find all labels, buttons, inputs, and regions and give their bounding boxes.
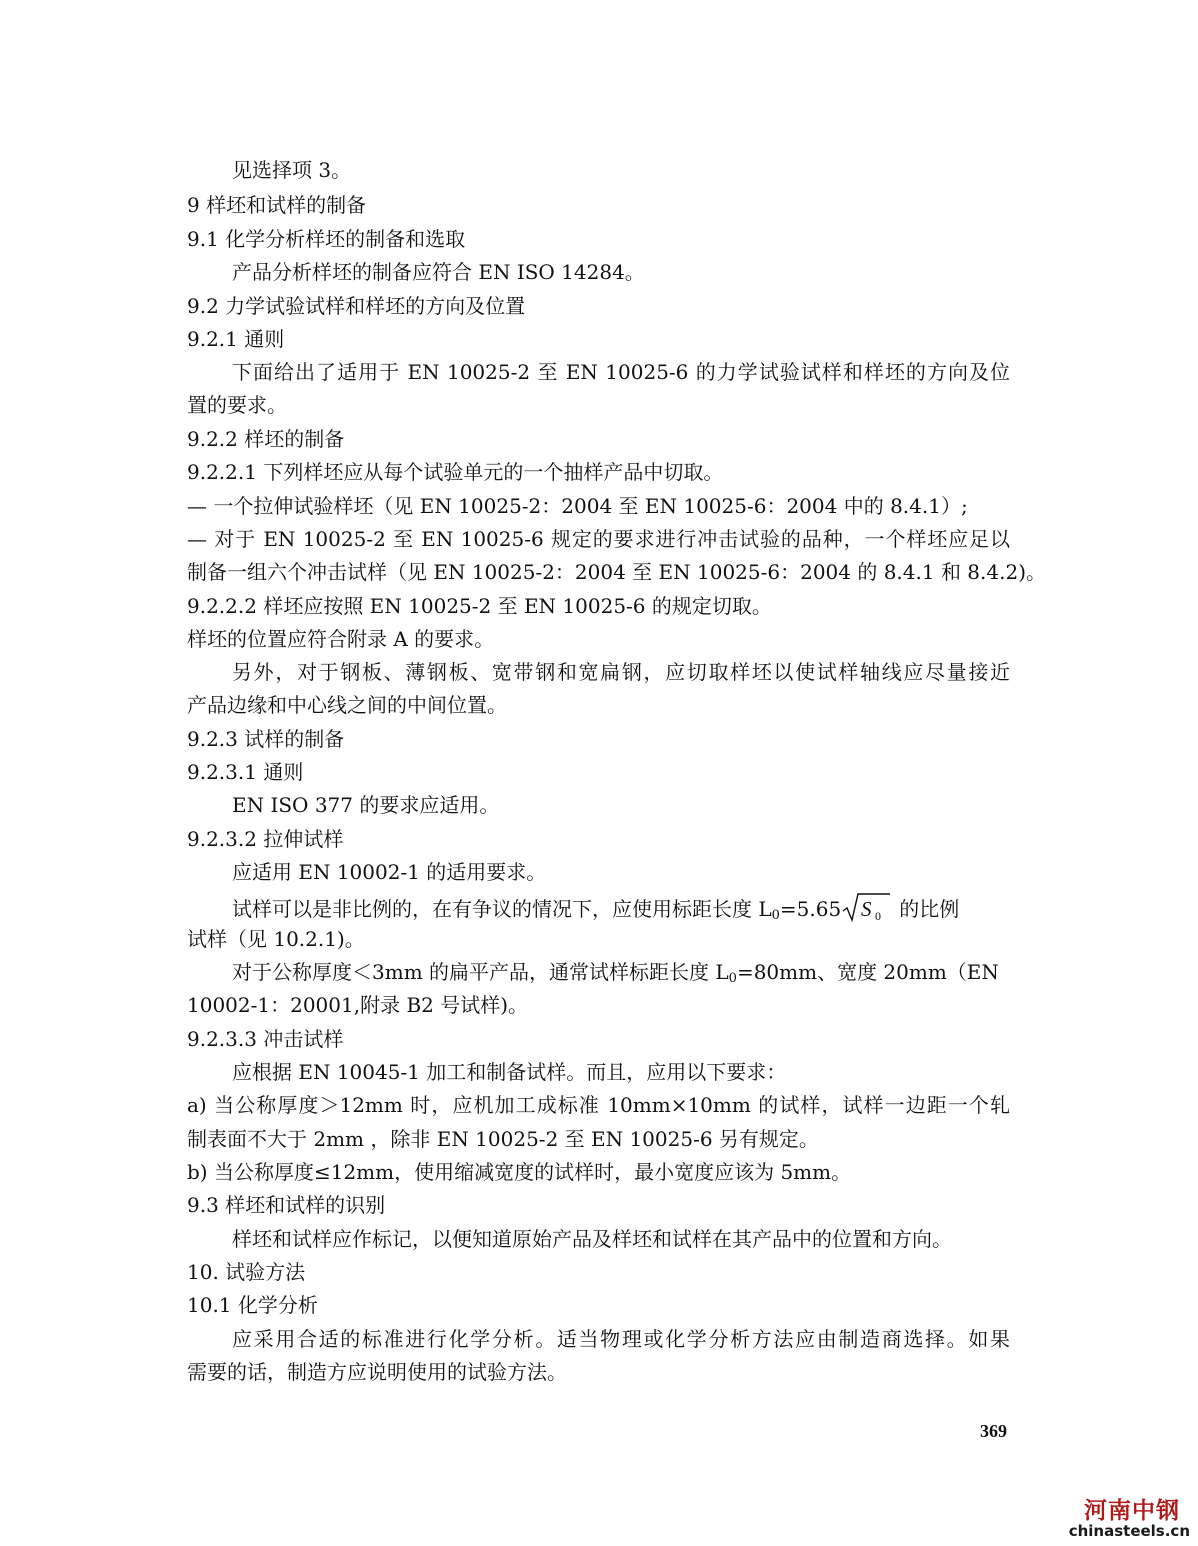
formula-paragraph-line — [232, 892, 960, 923]
section-heading: 9.2.3.2 拉伸试样 — [187, 827, 344, 851]
section-heading: 9.2.2 样坯的制备 — [187, 427, 345, 451]
section-heading: 9.2.2.2 样坯应按照 EN 10025-2 至 EN 10025-6 的规定切取。 — [187, 594, 772, 618]
paragraph-line: 置的要求。 — [187, 393, 287, 417]
section-heading: 9.2 力学试验试样和样坯的方向及位置 — [187, 294, 526, 318]
line-text: =80mm、宽度 20mm（EN — [736, 960, 999, 984]
paragraph-line: 试样（见 10.2.1)。 — [187, 927, 365, 951]
paragraph-line: 另外，对于钢板、薄钢板、宽带钢和宽扁钢，应切取样坯以使试样轴线应尽量接近 — [232, 660, 1010, 684]
paragraph-line: 应根据 EN 10045-1 加工和制备试样。而且，应用以下要求： — [232, 1060, 787, 1084]
square-root-icon — [841, 892, 891, 928]
list-item: — 一个拉伸试验样坯（见 EN 10025-2：2004 至 EN 10025-6：2004 中的 8.4.1）; — [187, 494, 968, 518]
section-heading: 9.2.3.3 冲击试样 — [187, 1027, 344, 1051]
line-part — [232, 959, 999, 985]
paragraph-line: 产品分析样坯的制备应符合 EN ISO 14284。 — [232, 260, 645, 284]
paragraph-line: 应采用合适的标准进行化学分析。适当物理或化学分析方法应由制造商选择。如果 — [232, 1327, 1010, 1351]
paragraph-line: 下面给出了适用于 EN 10025-2 至 EN 10025-6 的力学试验试样和样坯的方向及位 — [232, 360, 1010, 384]
page-number: 369 — [980, 1421, 1007, 1441]
paragraph-line: 见选择项 3。 — [232, 158, 352, 182]
section-heading: 9.1 化学分析样坯的制备和选取 — [187, 227, 466, 251]
section-heading: 9.3 样坯和试样的识别 — [187, 1193, 386, 1217]
list-item: b) 当公称厚度≤12mm，使用缩减宽度的试样时，最小宽度应该为 5mm。 — [187, 1160, 852, 1184]
watermark-logo-text: 河南中钢 — [1084, 1498, 1180, 1524]
paragraph-line: 产品边缘和中心线之间的中间位置。 — [187, 693, 507, 717]
formula-value: =5.65 — [779, 897, 842, 921]
formula-tail-text: 的比例 — [899, 897, 960, 921]
list-item: — 对于 EN 10025-2 至 EN 10025-6 规定的要求进行冲击试验的品种，一个样坯应足以 — [187, 527, 1010, 551]
section-heading: 9 样坯和试样的制备 — [187, 193, 367, 217]
section-heading: 9.2.1 通则 — [187, 327, 285, 351]
subscript-zero: 0 — [875, 909, 882, 922]
paragraph-line — [232, 959, 1010, 985]
subscript-zero: 0 — [728, 971, 737, 986]
watermark-url: chinasteels.cn — [1068, 1522, 1190, 1540]
paragraph-line: 需要的话，制造方应说明使用的试验方法。 — [187, 1360, 567, 1384]
list-item: 制备一组六个冲击试样（见 EN 10025-2：2004 至 EN 10025-6：2004 的 8.4.1 和 8.4.2)。 — [187, 560, 1047, 584]
paragraph-line: 应适用 EN 10002-1 的适用要求。 — [232, 860, 547, 884]
section-heading: 10. 试验方法 — [187, 1260, 306, 1284]
subscript-zero: 0 — [771, 908, 780, 923]
formula-lead-text: 试样可以是非比例的，在有争议的情况下，应使用标距长度 L — [232, 897, 772, 921]
list-item: 制表面不大于 2mm ，除非 EN 10025-2 至 EN 10025-6 另有规定。 — [187, 1127, 819, 1151]
section-heading: 9.2.3.1 通则 — [187, 760, 304, 784]
section-heading: 9.2.3 试样的制备 — [187, 727, 345, 751]
list-item: a) 当公称厚度＞12mm 时，应机加工成标准 10mm×10mm 的试样，试样一边距一个轧 — [187, 1093, 1010, 1117]
paragraph-line: 样坯和试样应作标记，以便知道原始产品及样坯和试样在其产品中的位置和方向。 — [232, 1227, 952, 1251]
formula-symbol: S — [861, 897, 872, 921]
section-heading: 10.1 化学分析 — [187, 1293, 318, 1317]
paragraph-line: 样坯的位置应符合附录 A 的要求。 — [187, 627, 495, 651]
paragraph-line: 10002-1：20001,附录 B2 号试样)。 — [187, 993, 529, 1017]
paragraph-line: EN ISO 377 的要求应适用。 — [232, 793, 500, 817]
line-text: 对于公称厚度＜3mm 的扁平产品，通常试样标距长度 L — [232, 960, 729, 984]
section-heading: 9.2.2.1 下列样坯应从每个试验单元的一个抽样产品中切取。 — [187, 460, 724, 484]
